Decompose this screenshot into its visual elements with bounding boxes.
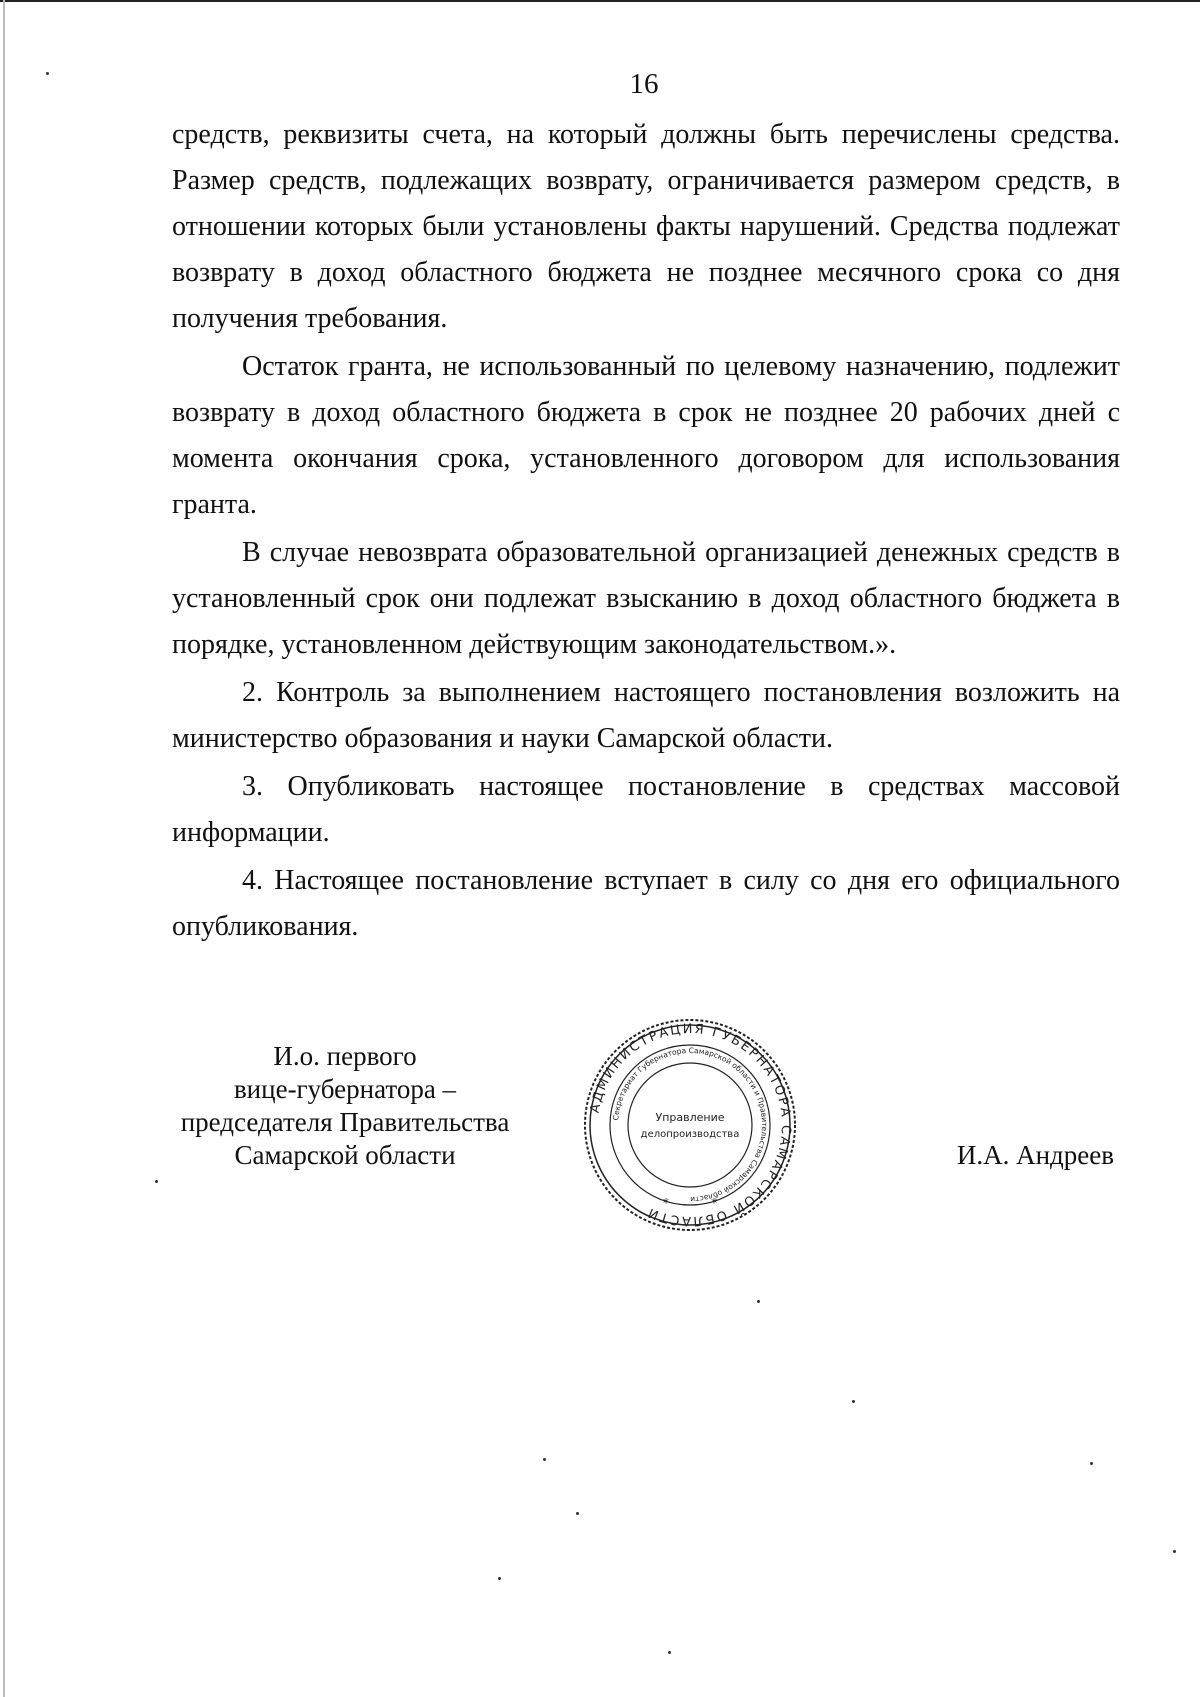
scan-speck xyxy=(668,1651,671,1654)
seal-graphic xyxy=(580,1015,800,1235)
official-seal xyxy=(580,1015,800,1235)
scan-speck xyxy=(1090,1462,1093,1465)
scan-speck xyxy=(576,1512,579,1515)
seal-outer-text: АДМИНИСТРАЦИЯ ГУБЕРНАТОРА САМАРСКОЙ ОБЛАСТИ xyxy=(587,1021,794,1229)
document-body xyxy=(172,112,1120,952)
position-line: И.о. первого xyxy=(273,1041,417,1071)
position-line: вице-губернатора – xyxy=(233,1074,457,1104)
paragraph-item-2: 2. Контроль за выполнением настоящего постановления возложить на министерство образования и науки Самарской области. xyxy=(172,677,1120,754)
seal-star-icon: * xyxy=(711,1196,717,1210)
paragraph-non-return: В случае невозврата образовательной организацией денежных средств в установленный срок они подлежат взысканию в доход областного бюджета в порядке, установленном действующим законодательством.». xyxy=(172,537,1120,660)
paragraph-item-4: 4. Настоящее постановление вступает в силу со дня его официального опубликования. xyxy=(172,865,1120,942)
scan-left-edge xyxy=(3,0,5,1697)
position-line: Самарской области xyxy=(234,1140,456,1170)
scan-speck xyxy=(757,1300,760,1303)
seal-inner-text: Секретариат Губернатора Самарской области и Правительства Самарской области xyxy=(611,1045,770,1205)
signatory-position xyxy=(170,1040,520,1172)
signatory-name: И.А. Андреев xyxy=(956,1140,1114,1170)
scan-speck xyxy=(155,1180,158,1183)
scan-speck xyxy=(498,1577,501,1580)
scan-speck xyxy=(1173,1550,1176,1553)
paragraph-continuation: средств, реквизиты счета, на который должны быть перечислены средства. Размер средств, подлежащих возврату, ограничивается размером средств, в отношении которых были установлены факты нарушений. Средства подлежат возврату в доход областного бюджета не позднее месячного срока со дня получения требования. xyxy=(172,119,1120,334)
position-line: председателя Правительства xyxy=(180,1107,510,1137)
seal-star-icon: * xyxy=(663,1196,669,1210)
scan-speck xyxy=(852,1400,855,1403)
paragraph-item-3: 3. Опубликовать настоящее постановление в средствах массовой информации. xyxy=(172,771,1120,848)
scan-top-edge xyxy=(0,0,1200,2)
scan-speck xyxy=(46,72,49,75)
seal-center-line-2: делопроизводства xyxy=(640,1129,740,1140)
paragraph-grant-remainder: Остаток гранта, не использованный по целевому назначению, подлежит возврату в доход областного бюджета в срок не позднее 20 рабочих дней с момента окончания срока, установленного договором для использования гранта. xyxy=(172,351,1120,520)
page-number: 16 xyxy=(629,68,659,100)
scan-speck xyxy=(543,1458,546,1461)
seal-center-line-1: Управление xyxy=(655,1111,725,1124)
